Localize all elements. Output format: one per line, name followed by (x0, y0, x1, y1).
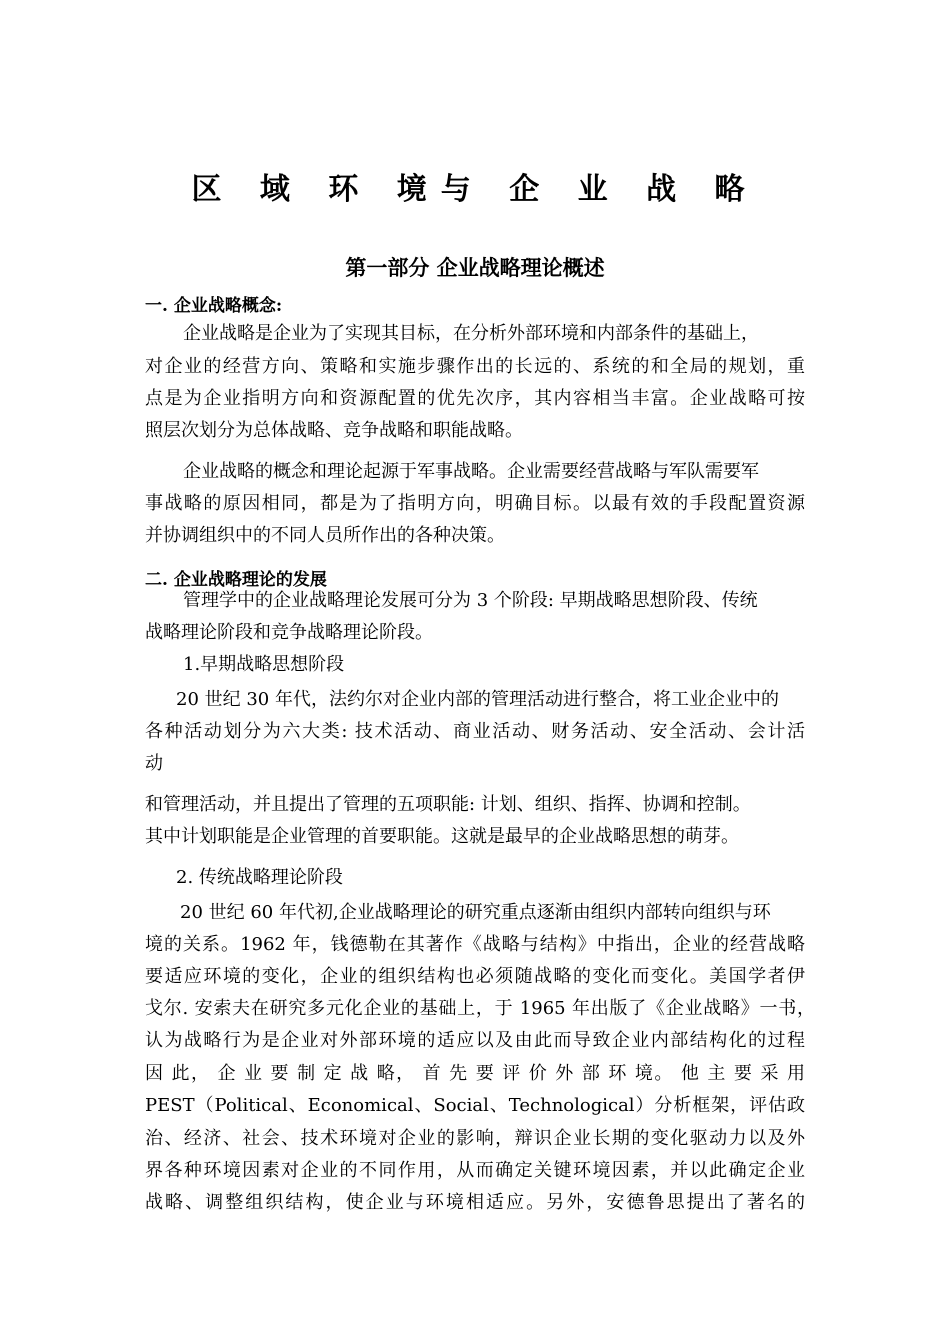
paragraph-line: 企业战略的概念和理论起源于军事战略。企业需要经营战略与军队需要军 (183, 461, 759, 482)
paragraph-line: 因 此， 企 业 要 制 定 战 略， 首 先 要 评 价 外 部 环 境。 他 主 要 采 用 (145, 1063, 805, 1084)
document-title: 区 域 环 境与 企 业 战 略 (191, 172, 759, 207)
part-title: 第一部分 企业战略理论概述 (345, 255, 605, 280)
paragraph-line: 动 (145, 753, 163, 774)
paragraph-line: 和管理活动，并且提出了管理的五项职能: 计划、组织、指挥、协调和控制。 (145, 794, 751, 815)
paragraph-line: 20 世纪 30 年代，法约尔对企业内部的管理活动进行整合，将工业企业中的 (176, 689, 779, 710)
paragraph-line: 境的关系。1962 年，钱德勒在其著作《战略与结构》中指出，企业的经营战略 (145, 934, 805, 955)
paragraph-line: 事战略的原因相同，都是为了指明方向，明确目标。以最有效的手段配置资源 (145, 493, 805, 514)
section-1-heading: 一. 企业战略概念: (145, 296, 283, 316)
paragraph-line: 20 世纪 60 年代初,企业战略理论的研究重点逐渐由组织内部转向组织与环 (180, 902, 771, 923)
paragraph-line: 战略理论阶段和竞争战略理论阶段。 (145, 622, 433, 643)
paragraph-line: 要适应环境的变化，企业的组织结构也必须随战略的变化而变化。美国学者伊 (145, 966, 805, 987)
section-2-heading: 二. 企业战略理论的发展 (145, 570, 327, 590)
paragraph-line: 点是为企业指明方向和资源配置的优先次序，其内容相当丰富。企业战略可按 (145, 388, 805, 409)
paragraph-line: PEST（Political、Economical、Social、Technological）分析框架，评估政 (145, 1095, 805, 1116)
paragraph-line: 戈尔. 安索夫在研究多元化企业的基础上，于 1965 年出版了《企业战略》一书， (145, 998, 815, 1019)
paragraph-line: 管理学中的企业战略理论发展可分为 3 个阶段: 早期战略思想阶段、传统 (183, 590, 758, 611)
paragraph-line: 并协调组织中的不同人员所作出的各种决策。 (145, 525, 505, 546)
paragraph-line: 企业战略是企业为了实现其目标，在分析外部环境和内部条件的基础上， (183, 323, 759, 344)
subsection-title: 1.早期战略思想阶段 (183, 654, 345, 675)
paragraph-line: 认为战略行为是企业对外部环境的适应以及由此而导致企业内部结构化的过程 (145, 1030, 805, 1051)
paragraph-line: 各种活动划分为六大类: 技术活动、商业活动、财务活动、安全活动、会计活 (145, 721, 805, 742)
paragraph-line: 界各种环境因素对企业的不同作用，从而确定关键环境因素，并以此确定企业 (145, 1160, 805, 1181)
paragraph-line: 照层次划分为总体战略、竞争战略和职能战略。 (145, 420, 523, 441)
paragraph-line: 治、经济、社会、技术环境对企业的影响，辩识企业长期的变化驱动力以及外 (145, 1128, 805, 1149)
paragraph-line: 战略、调整组织结构，使企业与环境相适应。另外，安德鲁思提出了著名的 (145, 1192, 805, 1213)
subsection-title: 2. 传统战略理论阶段 (176, 867, 343, 888)
paragraph-line: 其中计划职能是企业管理的首要职能。这就是最早的企业战略思想的萌芽。 (145, 826, 739, 847)
paragraph-line: 对企业的经营方向、策略和实施步骤作出的长远的、系统的和全局的规划，重 (145, 356, 805, 377)
